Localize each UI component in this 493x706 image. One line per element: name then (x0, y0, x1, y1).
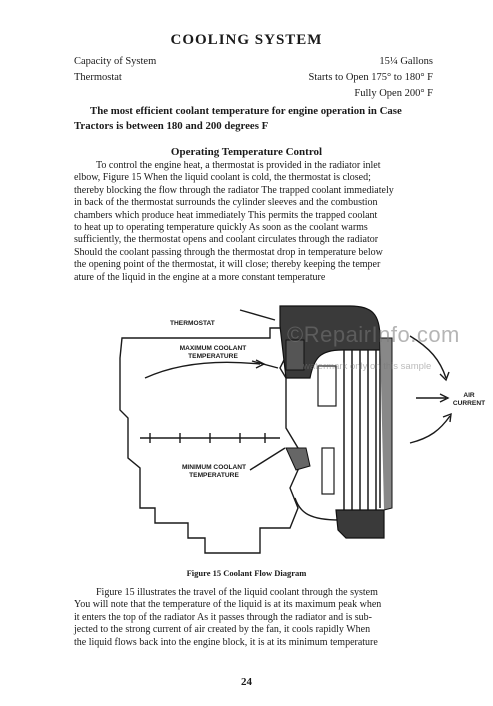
thermostat-label-fig: THERMOSTAT (170, 320, 215, 327)
page-number: 24 (241, 676, 252, 688)
text-line: elbow, Figure 15 When the liquid coolant is cold, the thermostat is closed; (74, 172, 371, 184)
text-line: to heat up to operating temperature quickly As soon as the coolant warms (74, 222, 368, 234)
text-line: The most efficient coolant temperature for engine operation in Case (90, 105, 402, 117)
text-line: the liquid flows back into the engine block, it is at its minimum temperature (74, 636, 378, 648)
text-line: the opening point of the thermostat, it will close; thereby keeping the temper (74, 259, 381, 271)
capacity-label: Capacity of System (74, 56, 157, 67)
thermostat-label: Thermostat (74, 72, 122, 83)
max-coolant-label (158, 345, 268, 360)
figure-caption: Figure 15 Coolant Flow Diagram (186, 568, 307, 578)
text-line: it enters the top of the radiator As it passes through the radiator and is sub- (74, 611, 372, 623)
thermostat-start-value: Starts to Open 175° to 180° F (308, 72, 433, 83)
text-line: Should the coolant passing through the thermostat drop in temperature below (74, 246, 383, 258)
text-line: jected to the strong current of air created by the fan, it cools rapidly When (74, 624, 371, 636)
min-coolant-label (164, 464, 264, 479)
engine-block-outline (120, 328, 298, 553)
air-line-2: CURRENT (452, 399, 486, 407)
text-line: thereby blocking the flow through the radiator The trapped coolant immediately (74, 184, 394, 196)
text-line: You will note that the temperature of the liquid is at its maximum peak when (74, 599, 382, 611)
capacity-row (74, 56, 433, 67)
thermostat-full-value: Fully Open 200° F (354, 88, 433, 99)
radiator-bottom-tank (336, 510, 384, 538)
air-line-1: AIR (463, 392, 475, 399)
text-line: To control the engine heat, a thermostat is provided in the radiator inlet (96, 160, 381, 171)
text-line: sufficiently, the thermostat opens and coolant circulates through the radiator (74, 234, 379, 246)
text-line: ature of the liquid in the engine at a more constant temperature (74, 271, 326, 283)
text-line: in back of the thermostat surrounds the cylinder sleeves and the combustion (74, 197, 378, 209)
text-line: Tractors is between 180 and 200 degrees F (74, 120, 269, 132)
efficiency-statement (74, 104, 444, 134)
min-coolant-line-1: MINIMUM COOLANT (181, 464, 247, 471)
page-title: COOLING SYSTEM (170, 32, 323, 48)
text-line: chambers which produce heat immediately This permits the trapped coolant (74, 209, 378, 221)
upper-flow-arrow (145, 362, 260, 378)
control-paragraph (74, 160, 444, 284)
capacity-value: 15¼ Gallons (379, 56, 433, 67)
watermark-note: watermark only on this sample (303, 361, 432, 372)
text-line: Figure 15 illustrates the travel of the liquid coolant through the system (96, 587, 378, 598)
thermostat-row (74, 72, 433, 83)
max-coolant-line-1: MAXIMUM COOLANT (179, 345, 247, 352)
air-current-label (452, 392, 486, 407)
air-current-arrow-low (410, 416, 450, 443)
min-coolant-line-2: TEMPERATURE (189, 471, 239, 479)
watermark-logo: ©RepairInfo.com (287, 322, 460, 347)
flow-paragraph (74, 587, 444, 649)
max-coolant-line-2: TEMPERATURE (188, 352, 238, 360)
section-heading: Operating Temperature Control (170, 146, 323, 158)
